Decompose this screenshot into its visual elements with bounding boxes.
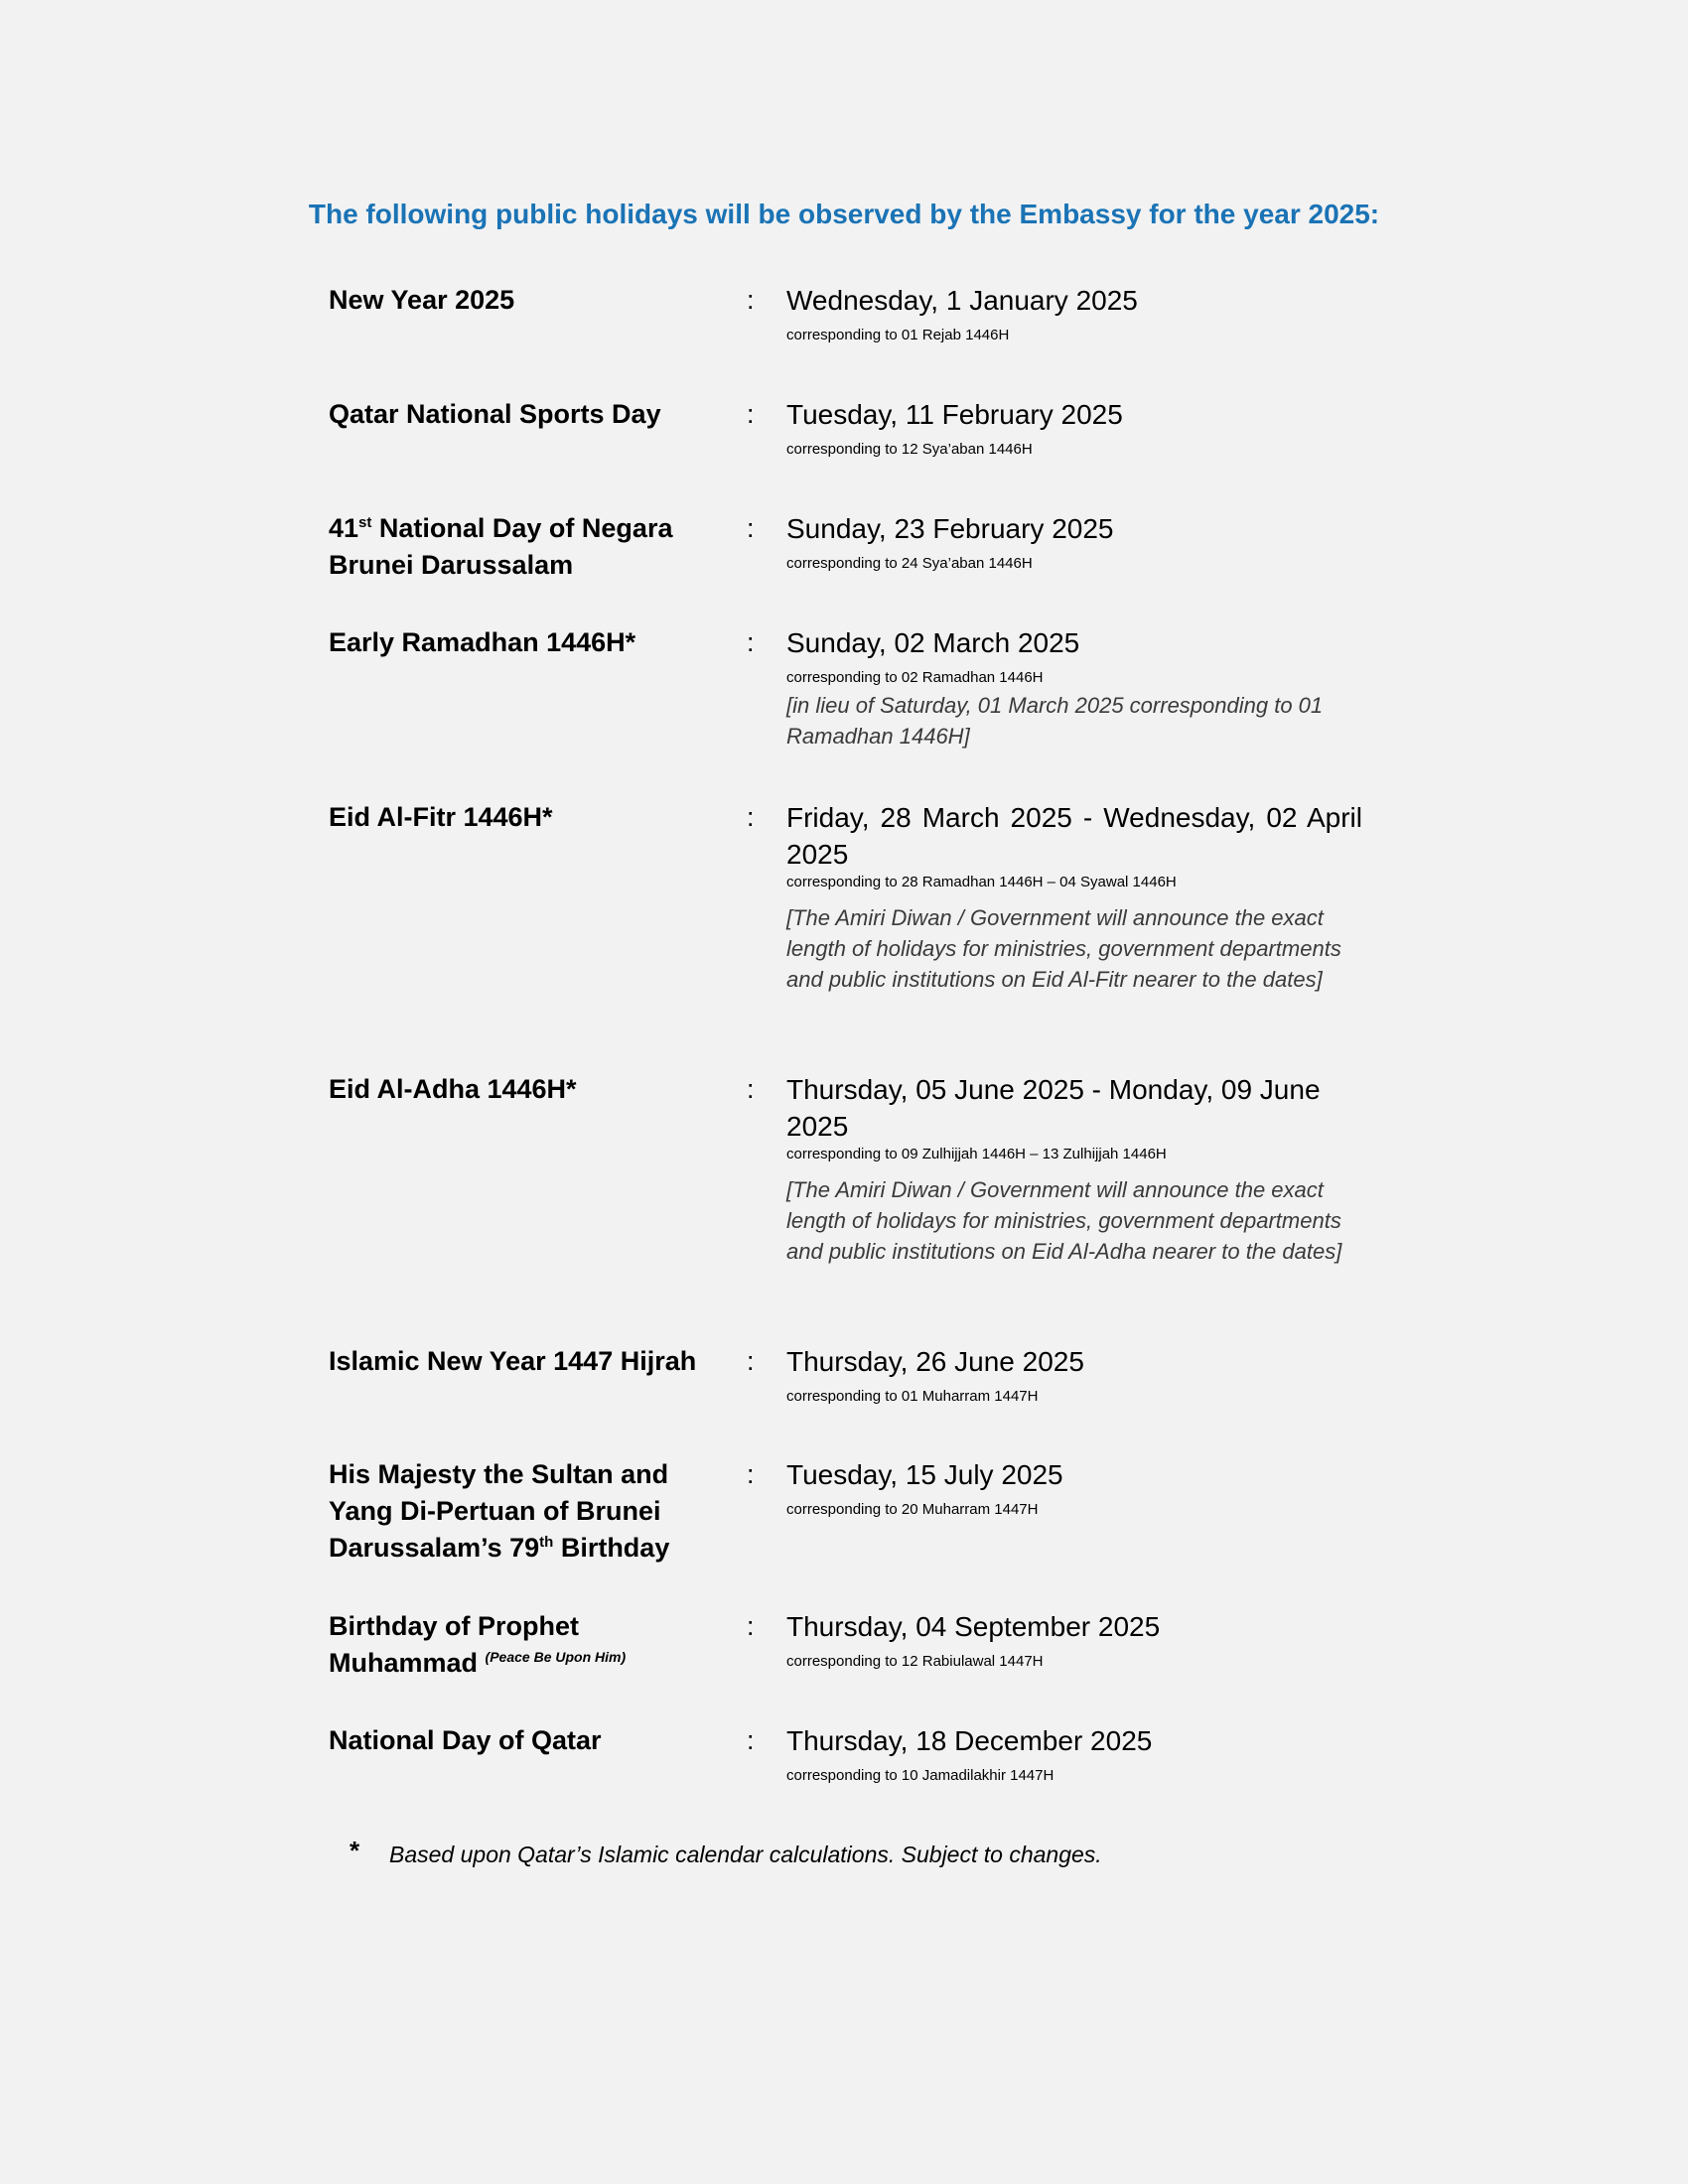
holiday-date: Tuesday, 15 July 2025 <box>786 1459 1063 1490</box>
holiday-details <box>786 624 1362 751</box>
holiday-note: [in lieu of Saturday, 01 March 2025 corresponding to 01 Ramadhan 1446H] <box>786 693 1324 749</box>
separator: : <box>747 1459 755 1489</box>
separator: : <box>747 285 755 315</box>
holiday-details <box>786 1071 1362 1267</box>
holiday-name: Birthday of Prophet Muhammad $^{(Peace Be Upon Him)}$ <box>329 1611 627 1678</box>
holiday-details <box>786 1722 1362 1786</box>
holiday-details <box>786 510 1362 574</box>
page-title: The following public holidays will be observed by the Embassy for the year 2025: <box>308 199 1380 229</box>
hijri-date: corresponding to 02 Ramadhan 1446H <box>786 669 1044 686</box>
holiday-details <box>786 1343 1362 1407</box>
holiday-note: [The Amiri Diwan / Government will announce the exact length of holidays for ministries, government departments and public institutions on Eid Al-Adha nearer to the dates] <box>786 1177 1342 1264</box>
hijri-date: corresponding to 10 Jamadilakhir 1447H <box>786 1767 1055 1784</box>
hijri-date: corresponding to 09 Zulhijjah 1446H – 13 Zulhijjah 1446H <box>786 1146 1167 1162</box>
hijri-date: corresponding to 12 Sya’aban 1446H <box>786 441 1033 458</box>
holiday-date: Sunday, 23 February 2025 <box>786 513 1114 544</box>
separator: : <box>747 513 755 543</box>
holiday-details <box>786 396 1362 460</box>
holiday-date: Wednesday, 1 January 2025 <box>786 285 1138 316</box>
separator: : <box>747 1346 755 1376</box>
holiday-name: New Year 2025 <box>329 285 515 315</box>
holiday-name: Qatar National Sports Day <box>329 399 661 429</box>
holiday-name: Eid Al-Fitr 1446H* <box>329 802 553 832</box>
holiday-name: 41st National Day of Negara Brunei Darussalam <box>329 513 673 580</box>
holiday-name: Early Ramadhan 1446H* <box>329 627 636 657</box>
honorific: (Peace Be Upon Him) <box>485 1649 627 1665</box>
separator: : <box>747 1725 755 1755</box>
separator: : <box>747 399 755 429</box>
holiday-date: Thursday, 26 June 2025 <box>786 1346 1084 1377</box>
holiday-details <box>786 1608 1362 1672</box>
separator: : <box>747 1611 755 1641</box>
holiday-date: Friday, 28 March 2025 - Wednesday, 02 April 2025 <box>786 802 1362 870</box>
holiday-details <box>786 799 1362 995</box>
separator: : <box>747 1074 755 1104</box>
holiday-note: [The Amiri Diwan / Government will announce the exact length of holidays for ministries, government departments and public institutions on Eid Al-Fitr nearer to the dates] <box>786 905 1341 992</box>
hijri-date: corresponding to 24 Sya’aban 1446H <box>786 555 1033 572</box>
holiday-details <box>786 1456 1362 1520</box>
holiday-date: Tuesday, 11 February 2025 <box>786 399 1123 430</box>
holiday-name: Islamic New Year 1447 Hijrah <box>329 1346 697 1376</box>
hijri-date: corresponding to 20 Muharram 1447H <box>786 1501 1039 1518</box>
holiday-name: His Majesty the Sultan and Yang Di-Pertuan of Brunei Darussalam’s 79th Birthday <box>329 1459 670 1563</box>
holiday-date: Sunday, 02 March 2025 <box>786 627 1080 658</box>
holiday-details <box>786 282 1362 345</box>
holiday-name: National Day of Qatar <box>329 1725 602 1755</box>
holiday-name: Eid Al-Adha 1446H* <box>329 1074 577 1104</box>
hijri-date: corresponding to 28 Ramadhan 1446H – 04 Syawal 1446H <box>786 874 1177 890</box>
footnote-marker: * <box>350 1836 360 1865</box>
hijri-date: corresponding to 01 Muharram 1447H <box>786 1388 1039 1405</box>
separator: : <box>747 627 755 657</box>
hijri-date: corresponding to 12 Rabiulawal 1447H <box>786 1653 1044 1670</box>
footnote-text: Based upon Qatar’s Islamic calendar calculations. Subject to changes. <box>389 1842 1102 1867</box>
separator: : <box>747 802 755 832</box>
holiday-date: Thursday, 05 June 2025 - Monday, 09 June 2025 <box>786 1074 1321 1142</box>
holiday-date: Thursday, 04 September 2025 <box>786 1611 1161 1642</box>
hijri-date: corresponding to 01 Rejab 1446H <box>786 327 1010 343</box>
holiday-date: Thursday, 18 December 2025 <box>786 1725 1153 1756</box>
